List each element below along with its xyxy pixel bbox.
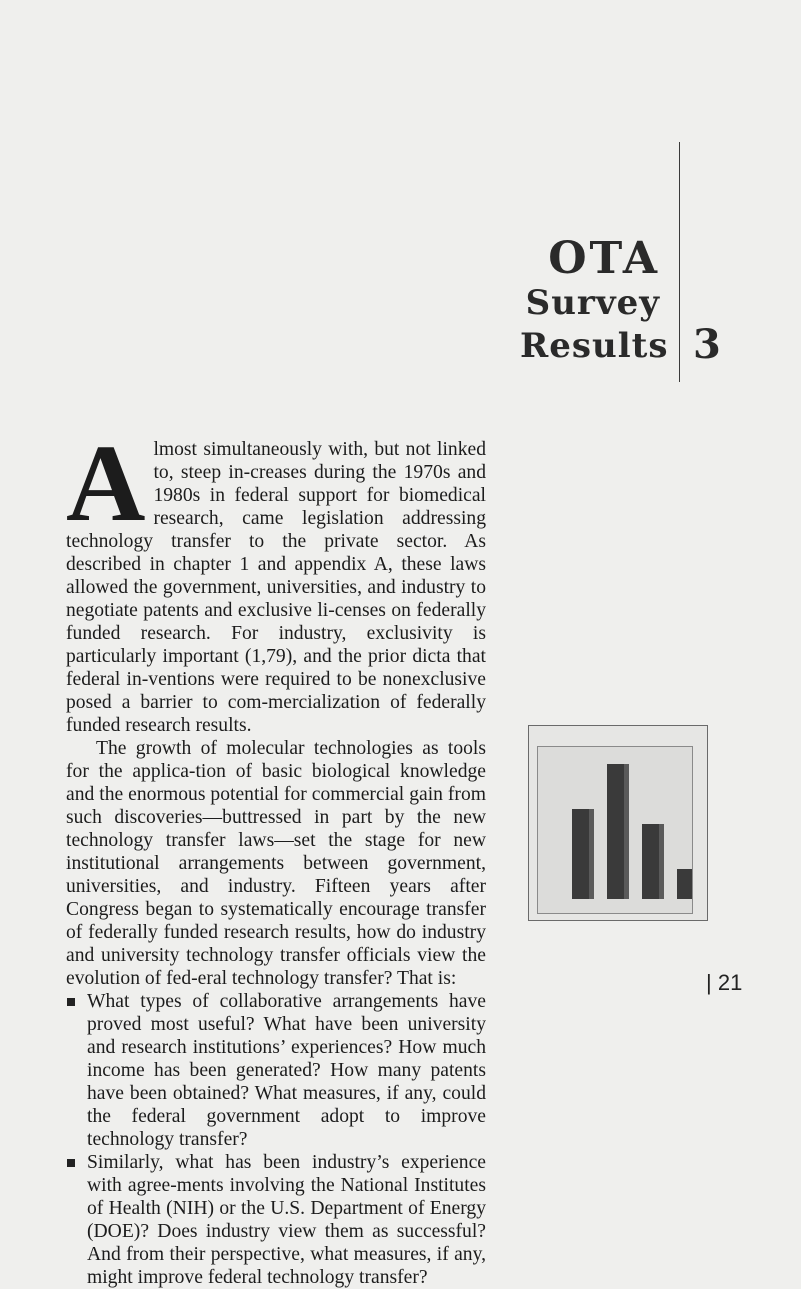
decorative-bar-shade <box>659 824 664 899</box>
list-item-text: Similarly, what has been industry’s experience with agree-ments involving the National Institutes of Health (NIH) or the U.S. Department of Energy (DOE)? Does industry view them as successful? And from their perspective, what measures, if any, might improve federal technology transfer? <box>87 1152 486 1288</box>
title-divider <box>679 142 680 382</box>
paragraph-2: The growth of molecular technologies as tools for the applica-tion of basic biological knowledge and the enormous potential for commercial gain from such discoveries—buttressed in part by the new technology transfer laws—set the stage for new institutional arrangements between government, universities, and industry. Fifteen years after Congress began to systematically encourage transfer of federally funded research results, how do industry and university technology transfer officials view the evolution of fed-eral technology transfer? That is: <box>66 738 486 989</box>
question-list <box>66 990 486 1289</box>
list-item-text: What types of collaborative arrangements have proved most useful? What have been university and research institutions’ experiences? How much income has been generated? How many patents have been obtained? What measures, if any, could the federal government adopt to improve technology transfer? <box>87 991 486 1150</box>
title-line-ota: OTA <box>548 233 660 284</box>
body-text <box>66 422 486 1289</box>
title-line-results: Results <box>520 326 669 366</box>
bullet-icon <box>67 998 75 1006</box>
decorative-bar-shade <box>624 764 629 899</box>
paragraph-1-text: lmost simultaneously with, but not linked to, steep in-creases during the 1970s and 1980s in federal support for biomedical research, came legislation addressing technology transfer to the private sector. As described in chapter 1 and appendix A, these laws allowed the government, universities, and industry to negotiate patents and exclusive li-censes on federally funded research. For industry, exclusivity is particularly important (1,79), and the prior dicta that federal in-ventions were required to be nonexclusive posed a barrier to com-mercialization of federally funded research results. <box>66 439 486 736</box>
paragraph-1 <box>66 422 486 737</box>
list-item <box>66 990 486 1151</box>
chapter-title <box>520 233 669 368</box>
bar-graphic-svg <box>538 747 692 913</box>
graphic-inner-frame <box>537 746 693 914</box>
bullet-icon <box>67 1159 75 1167</box>
list-item <box>66 1151 486 1289</box>
decorative-bar <box>677 869 692 899</box>
title-line-survey: Survey <box>525 283 660 323</box>
decorative-bar-graphic <box>528 725 708 921</box>
drop-cap: A <box>66 422 146 544</box>
chapter-number: 3 <box>693 321 721 368</box>
decorative-bar-shade <box>589 809 594 899</box>
page-number: | 21 <box>706 970 743 995</box>
